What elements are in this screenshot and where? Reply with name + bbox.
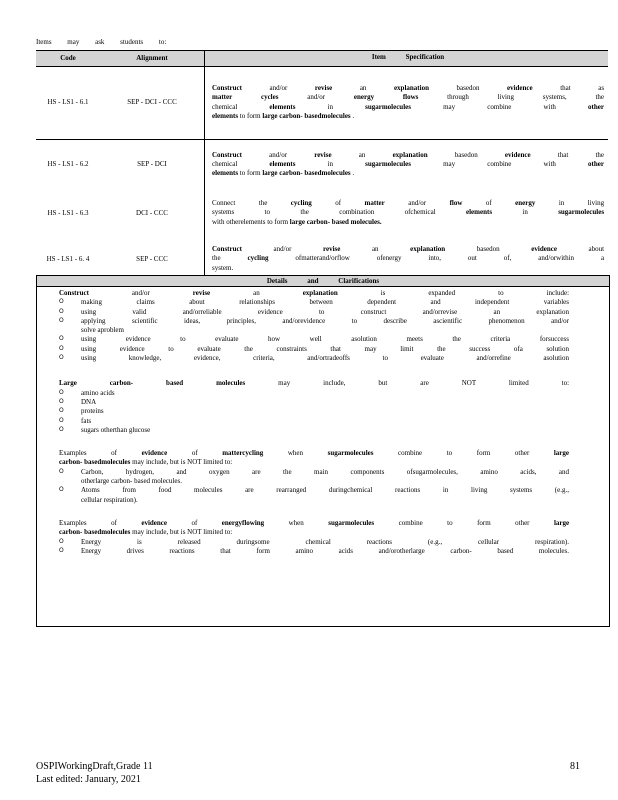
list-item-text: otherlarge carbon- based molecules. xyxy=(81,477,182,486)
footer-title: OSPIWorkingDraft,Grade 11 xyxy=(36,761,153,772)
table-row xyxy=(36,190,608,238)
row-alignment: SEP - DCI xyxy=(137,160,167,169)
row-alignment: DCI - CCC xyxy=(136,208,168,217)
row-code: HS - LS1 - 6.1 xyxy=(36,67,100,140)
details-sections xyxy=(37,289,609,556)
list-item-text: Energy drives reactions that form amino acids and/orotherlarge carbon- based molecules. xyxy=(81,546,569,555)
item-spec-table xyxy=(36,50,608,282)
circle-bullet-icon: O xyxy=(59,397,64,405)
list-item xyxy=(59,335,569,344)
list-item xyxy=(59,389,569,398)
section-heading: carbon- basedmolecules may include, but is NOT limited to: xyxy=(59,528,233,537)
list-item-text: using knowledge, evidence, criteria, and/ortradeoffs to evaluate and/orrefine asolution xyxy=(81,354,569,363)
list-item-text: using evidence to evaluate how well asolution meets the criteria forsuccess xyxy=(81,335,569,344)
spec-line: Construct and/or revise an explanation basedon evidence about xyxy=(212,245,605,254)
list-item xyxy=(59,426,569,435)
details-section xyxy=(37,289,609,363)
circle-bullet-icon: O xyxy=(59,546,64,554)
intro-text: Items may ask students to: xyxy=(36,38,167,46)
spec-line: systems to the combination ofchemical elements in sugarmolecules xyxy=(212,208,605,217)
row-spec xyxy=(205,190,609,238)
section-heading: carbon- basedmolecules may include, but is NOT limited to: xyxy=(59,458,233,467)
section-heading: Examples of evidence of energyflowing when sugarmolecules combine to form other large xyxy=(59,518,570,527)
spec-line: matter cycles and/or energy flows through living systems, the xyxy=(212,93,604,102)
spec-line: Construct and/or revise an explanation basedon evidence that as xyxy=(212,84,605,93)
list-item-text: using evidence to evaluate the constraints that may limit the success ofa solution xyxy=(81,344,569,353)
section-heading: Large carbon- based molecules may include, but are NOT limited to: xyxy=(59,379,570,388)
section-heading: Examples of evidence of mattercycling when sugarmolecules combine to form other large xyxy=(59,449,570,458)
list-item-text: sugars otherthan glucose xyxy=(81,425,151,434)
spec-line: Connect the cycling of matter and/or flow of energy in living xyxy=(212,199,605,208)
list-item xyxy=(59,308,569,317)
list-item-text: applying scientific ideas, principles, and/orevidence to describe ascientific phenomenon and/or xyxy=(81,316,569,325)
circle-bullet-icon: O xyxy=(59,344,64,352)
row-code: HS - LS1 - 6.2 xyxy=(47,160,89,169)
circle-bullet-icon: O xyxy=(59,537,64,545)
details-clarifications-box xyxy=(36,275,610,627)
list-item xyxy=(59,538,569,547)
circle-bullet-icon: O xyxy=(59,298,64,306)
circle-bullet-icon: O xyxy=(59,425,64,433)
list-item-text: proteins xyxy=(81,407,104,416)
circle-bullet-icon: O xyxy=(59,354,64,362)
row-spec xyxy=(205,140,609,190)
header-alignment: Alignment xyxy=(100,51,205,67)
list-item xyxy=(59,298,569,307)
list-item-text: cellular respiration). xyxy=(81,495,138,504)
list-item-text: amino acids xyxy=(81,388,115,397)
details-section xyxy=(37,519,609,556)
circle-bullet-icon: O xyxy=(59,307,64,315)
circle-bullet-icon: O xyxy=(59,467,64,475)
list-item-text: Carbon, hydrogen, and oxygen are the main components ofsugarmolecules, amino acids, and xyxy=(81,467,569,476)
header-code: Code xyxy=(36,51,100,67)
footer xyxy=(36,761,153,786)
table-row xyxy=(36,140,608,190)
table-header-row xyxy=(36,51,608,67)
list-item-text: using valid and/orreliable evidence to construct and/orrevise an explanation xyxy=(81,307,569,316)
circle-bullet-icon: O xyxy=(59,335,64,343)
circle-bullet-icon: O xyxy=(59,316,64,324)
circle-bullet-icon: O xyxy=(59,388,64,396)
row-code: HS - LS1 - 6. 4 xyxy=(46,254,90,263)
header-spec: Item Specification xyxy=(205,51,609,67)
list-item xyxy=(59,354,569,363)
table-row xyxy=(36,67,608,140)
sub-list xyxy=(59,389,569,435)
list-item-text: fats xyxy=(81,416,92,425)
list-item xyxy=(59,547,569,556)
list-item xyxy=(59,486,569,505)
spec-line: chemical elements in sugarmolecules may combine with other xyxy=(212,159,604,168)
section-heading: Construct and/or revise an explanation is expanded to include: xyxy=(59,289,570,297)
details-section xyxy=(37,379,609,435)
sub-list xyxy=(59,298,569,363)
page-number: 81 xyxy=(570,761,580,772)
sub-list xyxy=(59,468,569,505)
spec-line: chemical elements in sugarmolecules may combine with other xyxy=(212,102,604,111)
list-item xyxy=(59,407,569,416)
circle-bullet-icon: O xyxy=(59,486,64,494)
row-spec xyxy=(205,67,609,140)
list-item xyxy=(59,398,569,407)
spec-line: Construct and/or revise an explanation basedon evidence that the xyxy=(212,150,605,159)
spec-line: elements to form large carbon- basedmolecules . xyxy=(212,168,355,177)
circle-bullet-icon: O xyxy=(59,407,64,415)
list-item xyxy=(59,317,569,336)
list-item-text: DNA xyxy=(81,397,97,406)
spec-line: elements to form large carbon- basedmolecules . xyxy=(212,111,355,120)
list-item-text: Atoms from food molecules are rearranged duringchemical reactions in living systems (e.g., xyxy=(81,486,569,495)
circle-bullet-icon: O xyxy=(59,416,64,424)
list-item-text: making claims about relationships between dependent and independent variables xyxy=(81,298,569,307)
spec-line: system. xyxy=(212,263,234,272)
list-item-text: solve aproblem xyxy=(81,326,124,335)
list-item xyxy=(59,345,569,354)
list-item xyxy=(59,468,569,487)
spec-line: with otherelements to form large carbon- based molecules. xyxy=(212,217,382,226)
details-section xyxy=(37,449,609,505)
spec-line: the cycling ofmatterand/orflow ofenergy into, out of, and/orwithin a xyxy=(212,254,605,263)
footer-edited: Last edited: January, 2021 xyxy=(36,773,141,785)
list-item-text: Energy is released duringsome chemical reactions (e.g., cellular respiration). xyxy=(81,537,569,546)
row-alignment: SEP - DCI - CCC xyxy=(100,67,205,140)
list-item xyxy=(59,417,569,426)
row-code: HS - LS1 - 6.3 xyxy=(47,208,89,217)
sub-list xyxy=(59,538,569,557)
row-alignment: SEP - CCC xyxy=(136,254,168,263)
details-header: Details and Clarifications xyxy=(37,275,609,287)
